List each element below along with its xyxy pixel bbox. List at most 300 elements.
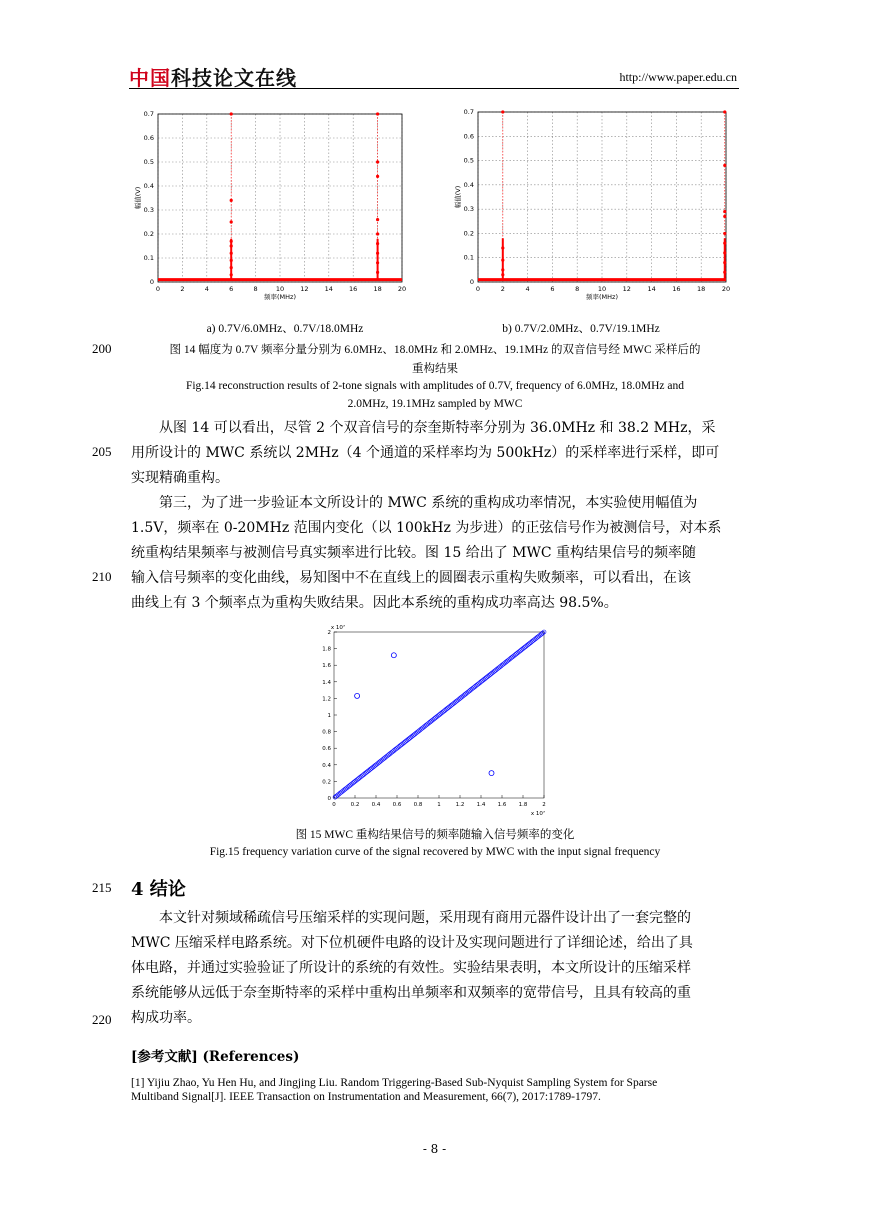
para1-line2: 用所设计的 MWC 系统以 2MHz（4 个通道的采样率均为 500kHz）的采样率进行采样，即可 — [131, 445, 720, 461]
peak-marker — [230, 112, 233, 115]
line-point — [499, 664, 503, 668]
line-point — [507, 658, 511, 662]
line-point — [500, 663, 504, 667]
line-point — [440, 711, 444, 715]
peak-marker — [376, 261, 379, 264]
x-tick-label: 2 — [542, 802, 546, 808]
line-point — [414, 731, 418, 735]
line-point — [465, 691, 469, 695]
line-point — [449, 703, 453, 707]
y-tick-label: 0.7 — [463, 108, 474, 116]
y-tick-label: 0.4 — [322, 762, 331, 769]
line-number: 210 — [92, 569, 112, 584]
line-point — [402, 740, 406, 744]
peak-marker — [723, 261, 726, 264]
line-point — [427, 721, 431, 725]
line-point — [502, 662, 506, 666]
x-tick-label: 8 — [575, 285, 580, 293]
y-tick-label: 0.6 — [143, 134, 154, 142]
line-point — [396, 746, 400, 750]
outlier-point — [391, 653, 396, 658]
peak-marker — [376, 175, 379, 178]
line-point — [333, 795, 337, 799]
line-point — [520, 648, 524, 652]
line-point — [505, 659, 509, 663]
y-tick-label: 2 — [327, 630, 331, 636]
line-point — [347, 784, 351, 788]
line-point — [357, 777, 361, 781]
line-point — [441, 709, 445, 713]
x-axis-label: 频率(MHz) — [586, 293, 618, 301]
line-point — [444, 707, 448, 711]
peak-marker — [376, 232, 379, 235]
x-tick-label: 4 — [204, 285, 209, 293]
line-point — [516, 651, 520, 655]
line-point — [526, 642, 530, 646]
line-point — [470, 687, 474, 691]
x-tick-label: 8 — [253, 285, 258, 293]
peak-marker — [723, 232, 726, 235]
x-tick-label: 4 — [525, 285, 530, 293]
line-point — [509, 656, 513, 660]
x-tick-label: 0.2 — [350, 802, 360, 808]
line-point — [443, 708, 447, 712]
fig14-caption-cn-1: 图 14 幅度为 0.7V 频率分量分别为 6.0MHz、18.0MHz 和 2.0MHz、19.1MHz 的双音信号经 MWC 采样后的 — [169, 344, 701, 356]
header-url[interactable]: http://www.paper.edu.cn — [619, 70, 737, 84]
line-point — [400, 743, 404, 747]
line-point — [473, 685, 477, 689]
line-point — [475, 683, 479, 687]
line-point — [477, 682, 481, 686]
line-point — [413, 732, 417, 736]
reference-1-line2: Multiband Signal[J]. IEEE Transaction on Instrumentation and Measurement, 66(7), 2017:1789-1797. — [131, 1091, 601, 1103]
y-tick-label: 0.5 — [463, 156, 474, 165]
line-point — [418, 728, 422, 732]
x-tick-label: 6 — [550, 285, 555, 293]
line-point — [368, 767, 372, 771]
peak-marker — [230, 252, 233, 255]
y-tick-label: 0.4 — [143, 182, 154, 190]
line-point — [488, 672, 492, 676]
figure14b-chart — [452, 102, 744, 317]
x-tick-label: 10 — [597, 285, 607, 293]
line-point — [372, 764, 376, 768]
peak-marker — [230, 259, 233, 262]
x-tick-label: 1.8 — [518, 802, 528, 808]
para1-line1: 从图 14 可以看出，尽管 2 个双音信号的奈奎斯特率分别为 36.0MHz 和 38.2 MHz，采 — [159, 420, 716, 436]
line-point — [535, 635, 539, 639]
line-point — [537, 634, 541, 638]
line-point — [481, 679, 485, 683]
peak-marker — [501, 259, 504, 262]
line-point — [456, 698, 460, 702]
x-tick-label: 2 — [500, 285, 505, 293]
line-point — [496, 666, 500, 670]
line-point — [511, 655, 515, 659]
peak-marker — [501, 273, 504, 276]
y-tick-label: 1.6 — [322, 663, 331, 670]
y-tick-label: 1.2 — [322, 696, 331, 703]
line-point — [349, 783, 353, 787]
line-point — [409, 735, 413, 739]
line-point — [521, 647, 525, 651]
y-tick-label: 0.2 — [463, 229, 474, 238]
line-point — [438, 713, 442, 717]
y-tick-label: 0.4 — [463, 180, 474, 189]
y-exponent-label: x 10⁷ — [330, 625, 346, 631]
line-number: 220 — [92, 1012, 112, 1027]
y-tick-label: 0.6 — [322, 746, 331, 753]
para3-line3: 体电路，并通过实验验证了所设计的系统的有效性。实验结果表明，本文所设计的压缩采样 — [131, 960, 691, 976]
para2-line2: 1.5V，频率在 0-20MHz 范围内变化（以 100kHz 为步进）的正弦信号作为被测信号，对本系 — [131, 520, 722, 536]
y-tick-label: 0.6 — [463, 132, 474, 141]
line-number: 205 — [92, 444, 112, 459]
y-tick-label: 0.7 — [143, 110, 154, 118]
fig14a-subcaption: a) 0.7V/6.0MHz、0.7V/18.0MHz — [206, 323, 364, 335]
journal-logo — [129, 62, 297, 91]
line-point — [460, 695, 464, 699]
para3-line5: 构成功率。 — [131, 1010, 201, 1026]
line-point — [392, 749, 396, 753]
y-tick-label: 0 — [327, 796, 331, 802]
line-point — [498, 665, 502, 669]
line-point — [384, 755, 388, 759]
peak-marker — [376, 242, 379, 245]
line-point — [482, 677, 486, 681]
line-point — [338, 791, 342, 795]
line-point — [426, 722, 430, 726]
x-tick-label: 20 — [721, 285, 731, 293]
line-point — [529, 640, 533, 644]
x-exponent-label: x 10⁷ — [530, 811, 546, 817]
x-tick-label: 12 — [300, 285, 309, 293]
line-point — [407, 736, 411, 740]
line-point — [525, 643, 529, 647]
line-point — [445, 706, 449, 710]
line-point — [524, 644, 528, 648]
line-point — [366, 769, 370, 773]
line-point — [479, 680, 483, 684]
line-point — [417, 729, 421, 733]
x-tick-label: 16 — [349, 285, 358, 293]
x-tick-label: 0.8 — [413, 802, 423, 808]
line-point — [350, 782, 354, 786]
x-tick-label: 14 — [647, 285, 656, 293]
line-point — [464, 692, 468, 696]
line-point — [363, 771, 367, 775]
y-tick-label: 1.4 — [322, 679, 331, 686]
line-point — [466, 690, 470, 694]
x-tick-label: 0 — [332, 802, 336, 808]
line-point — [512, 654, 516, 658]
line-point — [448, 704, 452, 708]
line-point — [401, 741, 405, 745]
line-point — [371, 765, 375, 769]
line-point — [391, 750, 395, 754]
header-rule — [129, 88, 739, 89]
line-point — [431, 718, 435, 722]
line-point — [462, 693, 466, 697]
reference-1-line1: [1] Yijiu Zhao, Yu Hen Hu, and Jingjing Liu. Random Triggering-Based Sub-Nyquist Sampling System for Sparse — [131, 1077, 658, 1089]
line-point — [458, 696, 462, 700]
line-point — [436, 714, 440, 718]
x-tick-label: 18 — [373, 285, 382, 293]
fig14b-subcaption: b) 0.7V/2.0MHz、0.7V/19.1MHz — [502, 323, 660, 335]
line-point — [410, 734, 414, 738]
peak-marker — [230, 199, 233, 202]
line-point — [358, 776, 362, 780]
line-point — [432, 717, 436, 721]
peak-marker — [723, 210, 726, 213]
line-point — [351, 781, 355, 785]
line-point — [385, 754, 389, 758]
line-point — [539, 632, 543, 636]
line-point — [434, 716, 438, 720]
peak-marker — [723, 242, 726, 245]
line-point — [534, 636, 538, 640]
line-point — [345, 786, 349, 790]
line-point — [508, 657, 512, 661]
logo-red-text: 中国 — [129, 66, 171, 90]
line-point — [398, 744, 402, 748]
line-point — [468, 689, 472, 693]
x-tick-label: 20 — [397, 285, 407, 293]
peak-marker — [723, 164, 726, 167]
para3-line1: 本文针对频域稀疏信号压缩采样的实现问题，采用现有商用元器件设计出了一套完整的 — [159, 910, 691, 926]
line-point — [374, 763, 378, 767]
line-point — [381, 757, 385, 761]
reference-1 — [131, 1076, 739, 1104]
y-tick-label: 0.3 — [463, 205, 474, 214]
peak-marker — [230, 244, 233, 247]
peak-marker — [501, 268, 504, 271]
x-tick-label: 14 — [324, 285, 333, 293]
line-point — [393, 748, 397, 752]
figure15-chart — [310, 620, 560, 820]
line-number: 215 — [92, 880, 112, 895]
x-tick-label: 1.6 — [497, 802, 507, 808]
line-point — [423, 724, 427, 728]
line-point — [406, 737, 410, 741]
line-point — [530, 639, 534, 643]
line-point — [359, 775, 363, 779]
line-point — [388, 752, 392, 756]
section-title: 4 结论 — [131, 879, 186, 900]
line-point — [478, 681, 482, 685]
line-point — [334, 794, 338, 798]
line-point — [518, 649, 522, 653]
figure14a-chart — [134, 102, 420, 317]
y-tick-label: 0 — [469, 278, 474, 286]
x-tick-label: 2 — [180, 285, 185, 293]
line-point — [455, 699, 459, 703]
x-tick-label: 0.4 — [371, 802, 381, 808]
line-point — [421, 726, 425, 730]
line-point — [513, 653, 517, 657]
peak-marker — [723, 215, 726, 218]
page-number: - 8 - — [422, 1142, 447, 1156]
line-point — [452, 701, 456, 705]
y-tick-label: 0.1 — [143, 254, 154, 262]
x-tick-label: 18 — [697, 285, 706, 293]
peak-marker — [230, 266, 233, 269]
line-point — [364, 770, 368, 774]
line-point — [346, 785, 350, 789]
references-heading: [参考文献] (References) — [131, 1049, 300, 1065]
x-tick-label: 0 — [475, 285, 481, 293]
line-point — [397, 745, 401, 749]
line-point — [483, 676, 487, 680]
y-tick-label: 0.5 — [143, 158, 154, 166]
peak-marker — [723, 110, 726, 113]
line-point — [360, 773, 364, 777]
line-point — [528, 641, 532, 645]
peak-marker — [376, 252, 379, 255]
line-point — [474, 684, 478, 688]
fig15-caption-cn: 图 15 MWC 重构结果信号的频率随输入信号频率的变化 — [295, 829, 575, 841]
peak-marker — [723, 251, 726, 254]
y-tick-label: 0.1 — [463, 253, 474, 262]
line-point — [411, 733, 415, 737]
line-point — [405, 738, 409, 742]
peak-marker — [501, 110, 504, 113]
line-point — [486, 674, 490, 678]
fig15-caption-en: Fig.15 frequency variation curve of the signal recovered by MWC with the input signal frequency — [209, 846, 661, 858]
line-point — [383, 756, 387, 760]
line-point — [522, 645, 526, 649]
line-point — [419, 727, 423, 731]
line-point — [495, 667, 499, 671]
line-point — [354, 779, 358, 783]
x-tick-label: 6 — [229, 285, 234, 293]
x-tick-label: 0.6 — [392, 802, 402, 808]
line-point — [503, 661, 507, 665]
line-point — [340, 790, 344, 794]
x-tick-label: 0 — [155, 285, 161, 293]
line-point — [461, 694, 465, 698]
line-point — [435, 715, 439, 719]
y-tick-label: 0.2 — [322, 779, 331, 786]
y-tick-label: 1.8 — [322, 646, 331, 653]
line-point — [377, 760, 381, 764]
peak-marker — [230, 240, 233, 243]
line-point — [451, 702, 455, 706]
line-point — [367, 768, 371, 772]
x-axis-label: 频率(MHz) — [264, 293, 296, 301]
x-tick-label: 10 — [275, 285, 285, 293]
line-point — [428, 720, 432, 724]
line-point — [343, 787, 347, 791]
x-tick-label: 12 — [622, 285, 631, 293]
fig14-caption-en-2: 2.0MHz, 19.1MHz sampled by MWC — [347, 398, 523, 410]
x-tick-label: 1.2 — [455, 802, 465, 808]
line-point — [457, 697, 461, 701]
x-tick-label: 1.4 — [476, 802, 486, 808]
line-point — [471, 686, 475, 690]
logo-black-text: 科技论文在线 — [171, 66, 297, 90]
line-number: 200 — [92, 341, 112, 356]
x-tick-label: 1 — [437, 802, 441, 808]
line-point — [504, 660, 508, 664]
line-point — [487, 673, 491, 677]
line-point — [362, 772, 366, 776]
line-point — [370, 766, 374, 770]
para3-line4: 系统能够从远低于奈奎斯特率的采样中重构出单频率和双频率的宽带信号，且具有较高的重 — [131, 985, 691, 1001]
line-point — [379, 759, 383, 763]
para1-line3: 实现精确重构。 — [131, 470, 229, 486]
y-axis-label: 幅值(V) — [454, 185, 462, 209]
line-point — [515, 652, 519, 656]
line-point — [533, 637, 537, 641]
line-point — [422, 725, 426, 729]
outlier-point — [355, 693, 360, 698]
line-point — [447, 705, 451, 709]
peak-marker — [376, 112, 379, 115]
peak-marker — [723, 271, 726, 274]
line-point — [355, 778, 359, 782]
y-tick-label: 0.2 — [143, 230, 154, 238]
para2-line5: 曲线上有 3 个频率点为重构失败结果。因此本系统的重构成功率高达 98.5%。 — [131, 595, 618, 611]
outlier-point — [489, 771, 494, 776]
line-point — [404, 739, 408, 743]
x-tick-label: 16 — [672, 285, 681, 293]
line-point — [376, 761, 380, 765]
peak-marker — [230, 273, 233, 276]
fig14-caption-cn-2: 重构结果 — [412, 363, 458, 375]
line-point — [439, 712, 443, 716]
peak-marker — [376, 218, 379, 221]
para3-line2: MWC 压缩采样电路系统。对下位机硬件电路的设计及实现问题进行了详细论述，给出了具 — [131, 935, 693, 951]
line-point — [494, 668, 498, 672]
y-tick-label: 0.8 — [322, 729, 331, 736]
line-point — [430, 719, 434, 723]
peak-marker — [376, 160, 379, 163]
line-point — [389, 751, 393, 755]
line-point — [485, 675, 489, 679]
para2-line1: 第三，为了进一步验证本文所设计的 MWC 系统的重构成功率情况，本实验使用幅值为 — [159, 495, 698, 511]
peak-marker — [501, 246, 504, 249]
line-point — [353, 780, 357, 784]
line-point — [469, 688, 473, 692]
y-tick-label: 0 — [149, 278, 154, 286]
line-point — [394, 747, 398, 751]
line-point — [342, 788, 346, 792]
line-point — [336, 793, 340, 797]
peak-marker — [230, 220, 233, 223]
para2-line3: 统重构结果频率与被测信号真实频率进行比较。图 15 给出了 MWC 重构结果信号的频率随 — [131, 545, 697, 561]
y-tick-label: 1 — [327, 713, 331, 719]
line-point — [538, 633, 542, 637]
line-point — [532, 638, 536, 642]
y-axis-label: 幅值(V) — [134, 186, 142, 210]
line-point — [492, 669, 496, 673]
line-point — [375, 762, 379, 766]
line-point — [387, 753, 391, 757]
line-point — [380, 758, 384, 762]
line-point — [491, 670, 495, 674]
line-point — [337, 792, 341, 796]
fig14-caption-en-1: Fig.14 reconstruction results of 2-tone signals with amplitudes of 0.7V, frequency of 6.0MHz, 18.0MHz and — [185, 380, 685, 392]
line-point — [424, 723, 428, 727]
line-point — [341, 789, 345, 793]
peak-marker — [376, 271, 379, 274]
line-point — [517, 650, 521, 654]
line-point — [490, 671, 494, 675]
y-tick-label: 0.3 — [143, 206, 154, 214]
para2-line4: 输入信号频率的变化曲线，易知图中不在直线上的圆圈表示重构失败频率，可以看出，在该 — [131, 570, 691, 586]
line-point — [415, 730, 419, 734]
line-point — [453, 700, 457, 704]
